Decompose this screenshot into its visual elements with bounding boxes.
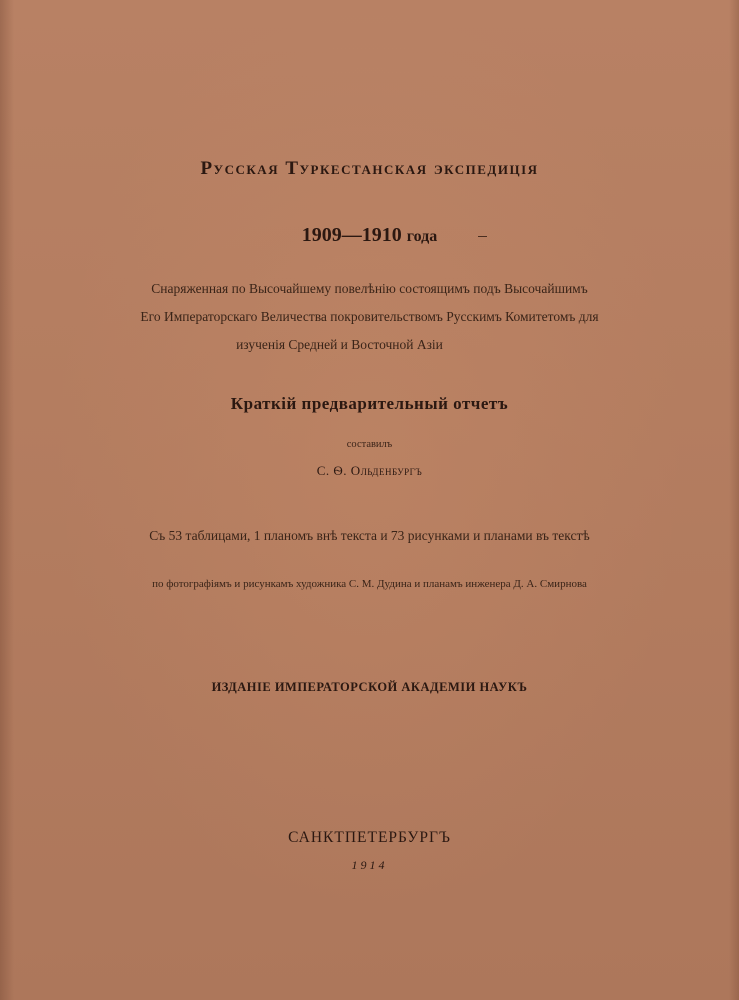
- subtitle-line-1: Снаряженная по Высочайшему повелѣнію состоящимъ подъ Высочайшимъ: [151, 281, 588, 296]
- report-title: Краткій предварительный отчетъ: [230, 394, 509, 413]
- publisher: ИЗДАНІЕ ИМПЕРАТОРСКОЙ АКАДЕМІИ НАУКЪ: [211, 680, 528, 694]
- stray-ink-mark: [478, 236, 487, 237]
- subtitle-line-3: изученія Средней и Восточной Азіи: [236, 337, 443, 352]
- expedition-title: Русская Туркестанская экспедиція: [200, 158, 539, 179]
- author-name: С. Ѳ. Ольденбургъ: [316, 463, 423, 478]
- paper-edge-shadow-left: [0, 0, 14, 1000]
- illustrations-note: Съ 53 таблицами, 1 планомъ внѣ текста и 73 рисунками и планами въ текстѣ: [149, 528, 590, 543]
- expedition-years: [0, 224, 739, 247]
- publication-city: САНКТПЕТЕРБУРГЪ: [288, 829, 451, 846]
- years-range: 1909—1910: [301, 224, 402, 246]
- compiled-by-label: составилъ: [346, 439, 393, 450]
- subtitle-line-2: Его Императорскаго Величества покровительствомъ Русскимъ Комитетомъ для: [140, 309, 599, 324]
- years-word: года: [406, 228, 438, 245]
- photo-credits: по фотографіямъ и рисункамъ художника С. М. Дудина и планамъ инженера Д. А. Смирнова: [152, 578, 587, 590]
- publication-year: 1914: [351, 858, 388, 872]
- paper-edge-shadow-right: [729, 0, 739, 1000]
